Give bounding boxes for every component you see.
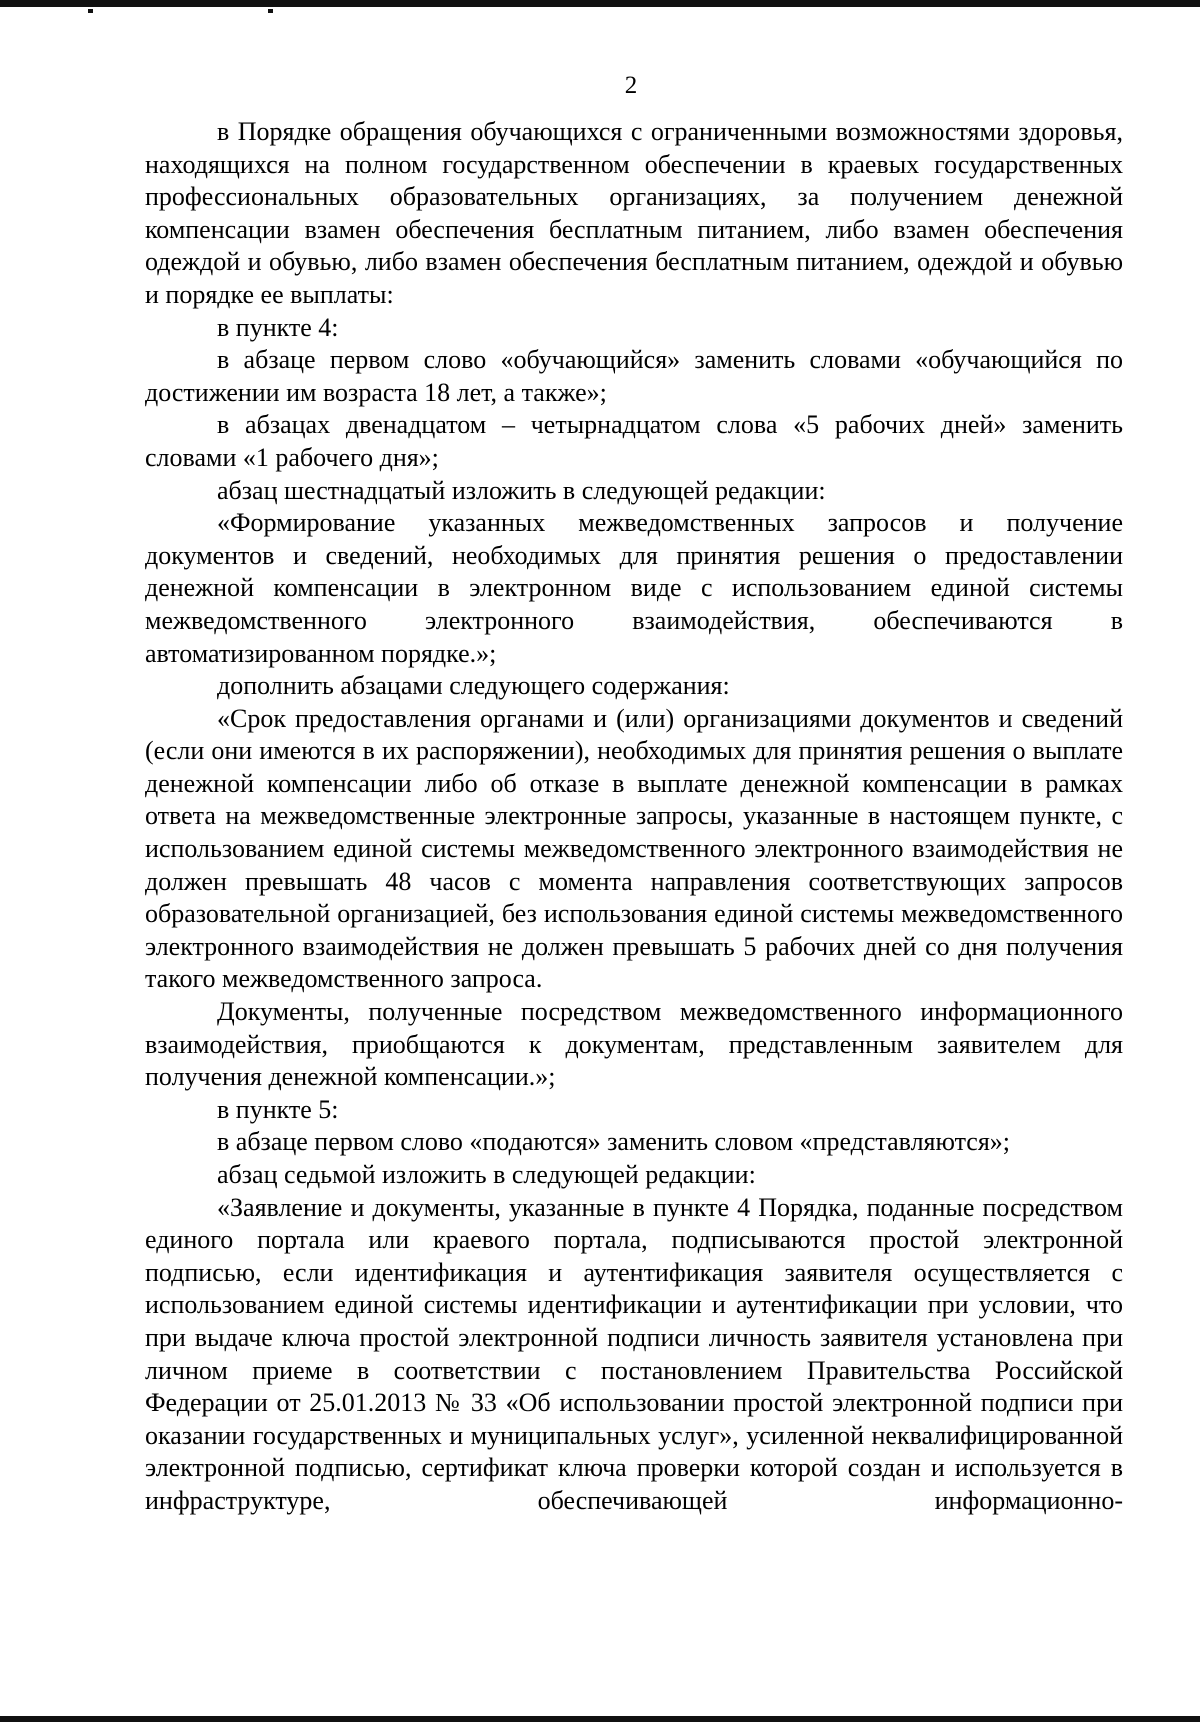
paragraph-deadline: «Срок предоставления органами и (или) организациями документов и сведений (если они имеются в их распоряжении), необходимых для принятия решения о выплате денежной компенсации либо об отказе в выплате денежной компенсации в рамках ответа на межведомственные электронные запросы, указанные в настоящем пункте, с использованием единой системы межведомственного электронного взаимодействия не должен превышать 48 часов с момента направления соответствующих запросов образовательной организацией, без использования единой системы межведомственного электронного взаимодействия не должен превышать 5 рабочих дней со дня получения такого межведомственного запроса.: [145, 703, 1123, 994]
paragraph-application-signature: «Заявление и документы, указанные в пункте 4 Порядка, поданные посредством единого портала или краевого портала, подписываются простой электронной подписью, если идентификация и аутентификация заявителя осуществляется с использованием единой системы идентификации и аутентификации при условии, что при выдаче ключа простой электронной подписи личность заявителя установлена при личном приеме в соответствии с постановлением Правительства Российской Федерации от 25.01.2013 № 33 «Об использовании простой электронной подписи при оказании государственных и муниципальных услуг», усиленной неквалифицированной электронной подписью, сертификат ключа проверки которой создан и используется в инфраструктуре, обеспечивающей информационно-: [145, 1192, 1123, 1515]
paragraph-point-5: в пункте 5:: [217, 1094, 339, 1124]
paragraph-formation-requests: «Формирование указанных межведомственных запросов и получение документов и сведений, необходимых для принятия решения о предоставлении денежной компенсации в электронном виде с использованием единой системы межведомственного электронного взаимодействия, обеспечиваются в автоматизированном порядке.»;: [145, 508, 1123, 668]
paragraph-seventh: абзац седьмой изложить в следующей редакции:: [217, 1160, 756, 1189]
paragraph-supplement: дополнить абзацами следующего содержания:: [217, 671, 730, 701]
document-body: [145, 116, 1123, 1518]
paragraph-sixteenth: абзац шестнадцатый изложить в следующей редакции:: [217, 475, 826, 505]
scan-mark: [88, 9, 93, 13]
paragraph-first-abzats: в абзаце первом слово «обучающийся» заменить словами «обучающийся по достижении им возраста 18 лет, а также»;: [145, 345, 1123, 407]
paragraph-submitted-word: в абзаце первом слово «подаются» заменить словом «представляются»;: [217, 1127, 1010, 1157]
paragraph-point-4: в пункте 4:: [217, 312, 339, 342]
paragraph-amended-procedure: в Порядке обращения обучающихся с ограниченными возможностями здоровья, находящихся на полном государственном обеспечении в краевых государственных профессиональных образовательных организациях, за получением денежной компенсации взамен обеспечения бесплатным питанием, либо взамен обеспечения одеждой и обувью, либо взамен обеспечения бесплатным питанием, одеждой и обувью и порядке ее выплаты:: [145, 117, 1123, 309]
paragraph-documents-received: Документы, полученные посредством межведомственного информационного взаимодействия, приобщаются к документам, представленным заявителем для получения денежной компенсации.»;: [145, 997, 1123, 1092]
paragraph-twelfth-fourteenth: в абзацах двенадцатом – четырнадцатом слова «5 рабочих дней» заменить словами «1 рабочего дня»;: [145, 410, 1123, 472]
page-number: 2: [624, 72, 638, 99]
scan-mark: [268, 9, 273, 13]
scan-top-border: [0, 0, 1200, 7]
scan-bottom-border: [0, 1716, 1200, 1722]
